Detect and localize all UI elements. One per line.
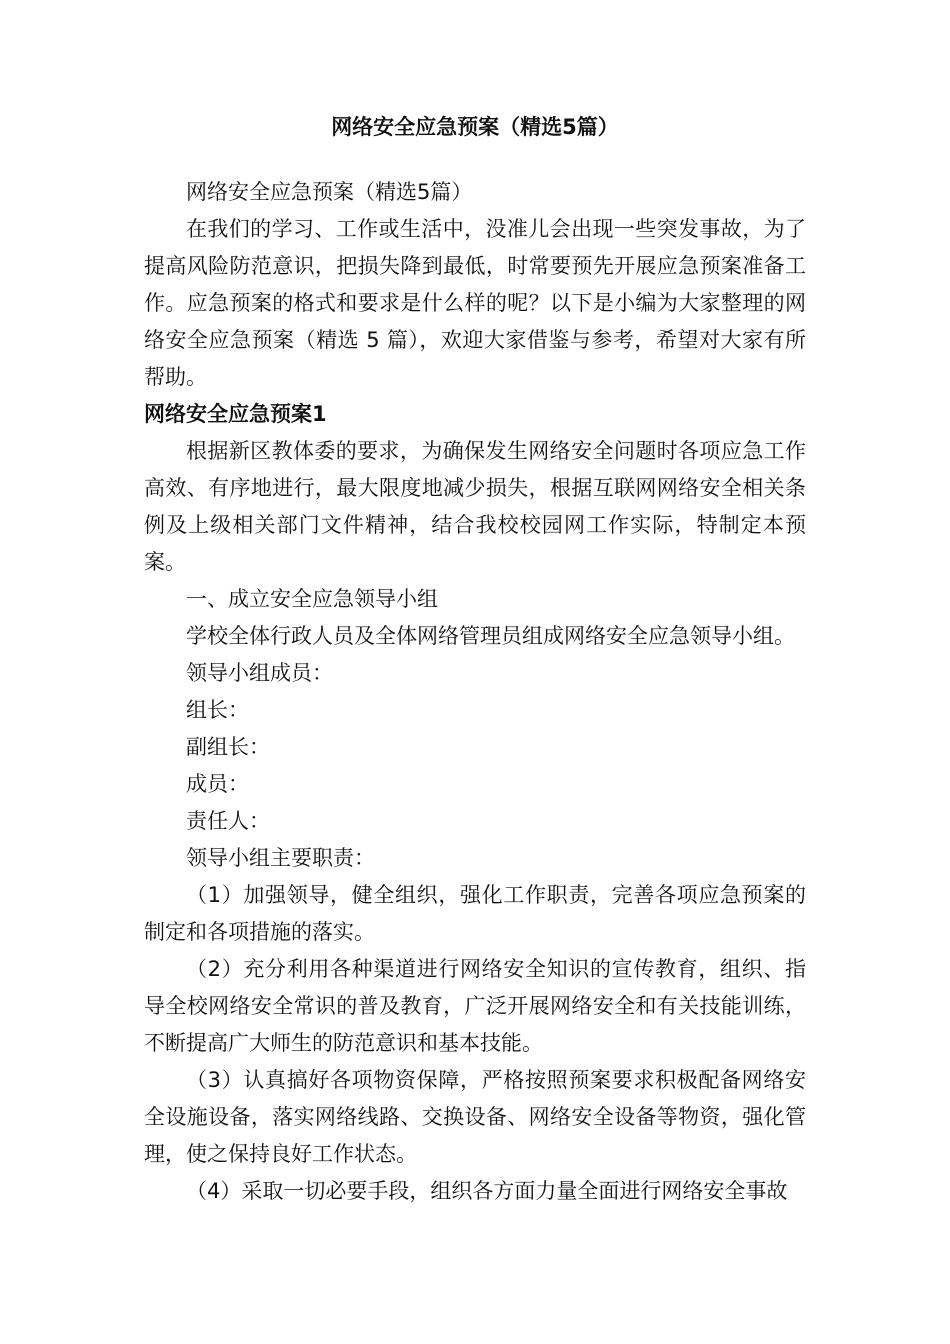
section-heading: 网络安全应急预案1 <box>144 402 327 426</box>
list-label: 领导小组成员： <box>186 661 333 685</box>
list-label: 成员： <box>186 772 249 796</box>
document-body <box>144 174 806 1210</box>
list-label: 责任人： <box>186 809 270 833</box>
duty-item: （4）采取一切必要手段，组织各方面力量全面进行网络安全事故 <box>186 1179 788 1203</box>
document-title: 网络安全应急预案（精选5篇） <box>331 115 619 139</box>
subsection-heading: 一、成立安全应急领导小组 <box>186 587 438 611</box>
subtitle-paragraph: 网络安全应急预案（精选5篇） <box>186 180 473 204</box>
body-paragraph: 学校全体行政人员及全体网络管理员组成网络安全应急领导小组。 <box>186 624 795 648</box>
duty-item: （1）加强领导，健全组织，强化工作职责，完善各项应急预案的制定和各项措施的落实。 <box>144 883 806 944</box>
list-label: 组长： <box>186 698 249 722</box>
list-label: 副组长： <box>186 735 270 759</box>
duty-item: （2）充分利用各种渠道进行网络安全知识的宣传教育，组织、指导全校网络安全常识的普及教育，广泛开展网络安全和有关技能训练，不断提高广大师生的防范意识和基本技能。 <box>144 957 806 1055</box>
duty-item: （3）认真搞好各项物资保障，严格按照预案要求积极配备网络安全设施设备，落实网络线路、交换设备、网络安全设备等物资，强化管理，使之保持良好工作状态。 <box>144 1068 806 1166</box>
body-paragraph: 根据新区教体委的要求，为确保发生网络安全问题时各项应急工作高效、有序地进行，最大限度地减少损失，根据互联网网络安全相关条例及上级相关部门文件精神，结合我校校园网工作实际，特制定本预案。 <box>144 439 806 574</box>
list-label: 领导小组主要职责： <box>186 846 375 870</box>
intro-paragraph: 在我们的学习、工作或生活中，没准儿会出现一些突发事故，为了提高风险防范意识，把损失降到最低，时常要预先开展应急预案准备工作。应急预案的格式和要求是什么样的呢？以下是小编为大家整理的网络安全应急预案（精选 5 篇），欢迎大家借鉴与参考，希望对大家有所帮助。 <box>144 217 806 389</box>
